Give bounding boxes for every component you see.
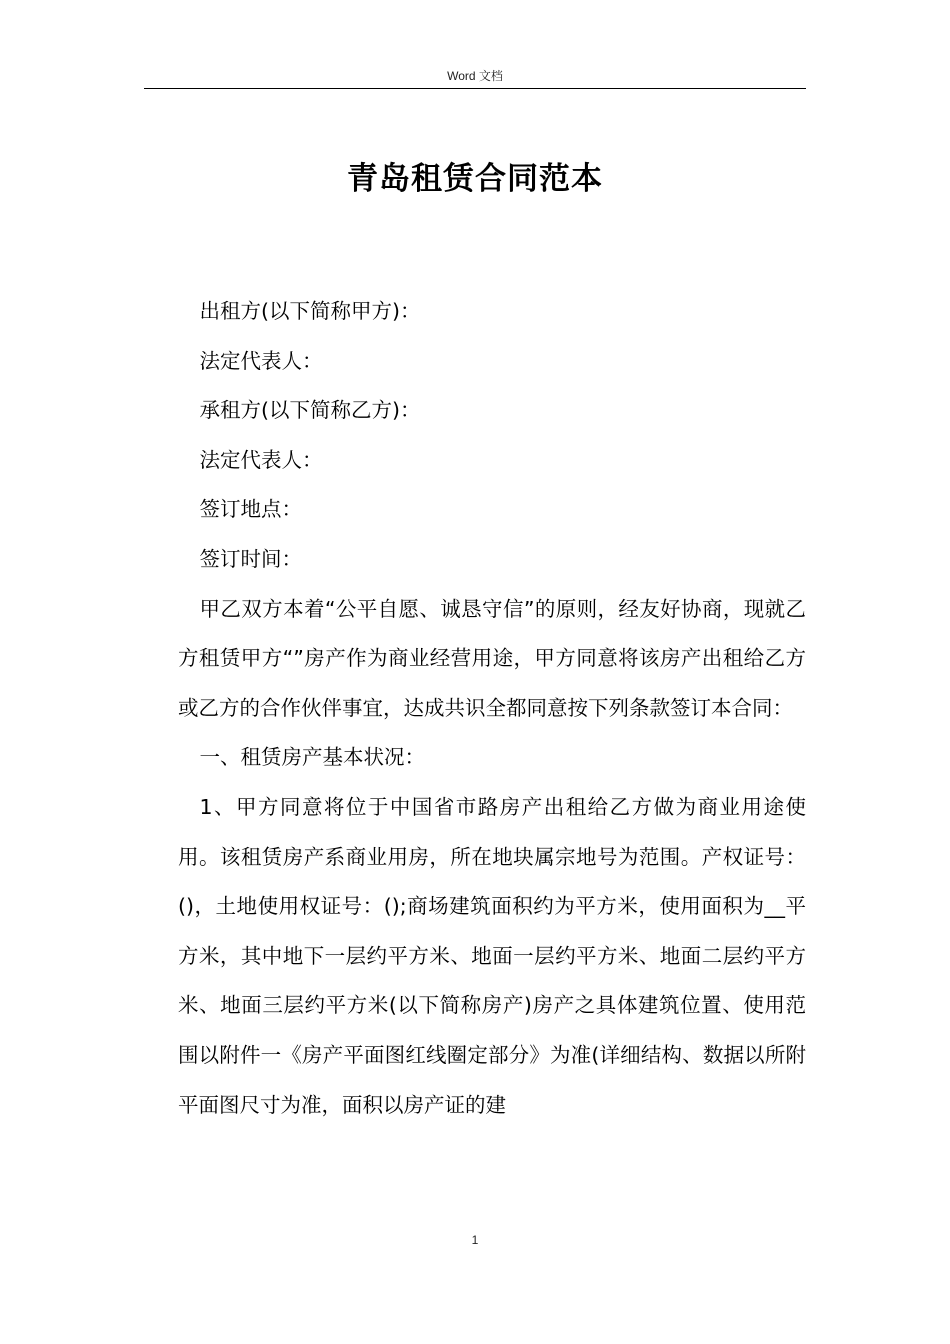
- paragraph-lessor: 出租方(以下简称甲方)：: [199, 299, 421, 323]
- document-title: 青岛租赁合同范本: [347, 161, 603, 197]
- paragraph-signing-place: 签订地点：: [199, 497, 303, 522]
- paragraph-signing-time: 签订时间：: [199, 546, 303, 571]
- document-body: [178, 287, 806, 1130]
- paragraph-clause-1: 1、甲方同意将位于中国省市路房产出租给乙方做为商业用途使用。该租赁房产系商业用房，所在地块属宗地号为范围。产权证号：()，土地使用权证号：();商场建筑面积约为平方米，使用面积为__平方米，其中地下一层约平方米、地面一层约平方米、地面二层约平方米、地面三层约平方米(以下简称房产)房产之具体建筑位置、使用范围以附件一《房产平面图红线圈定部分》为准(详细结构、数据以所附平面图尺寸为准，面积以房产证的建: [178, 794, 806, 1117]
- paragraph-preamble: 甲乙双方本着“公平自愿、诚恳守信”的原则，经友好协商，现就乙方租赁甲方“”房产作为商业经营用途，甲方同意将该房产出租给乙方或乙方的合作伙伴事宜，达成共识全都同意按下列条款签订本合同：: [178, 596, 806, 720]
- page-header: Word 文档: [447, 69, 503, 83]
- paragraph-lessee: 承租方(以下简称乙方)：: [199, 398, 421, 423]
- paragraph-lessee-representative: 法定代表人：: [199, 447, 323, 472]
- page-number: 1: [471, 1233, 479, 1247]
- header-divider: [144, 88, 806, 89]
- paragraph-lessor-representative: 法定代表人：: [199, 348, 323, 373]
- section-heading-property-basics: 一、租赁房产基本状况：: [199, 745, 426, 770]
